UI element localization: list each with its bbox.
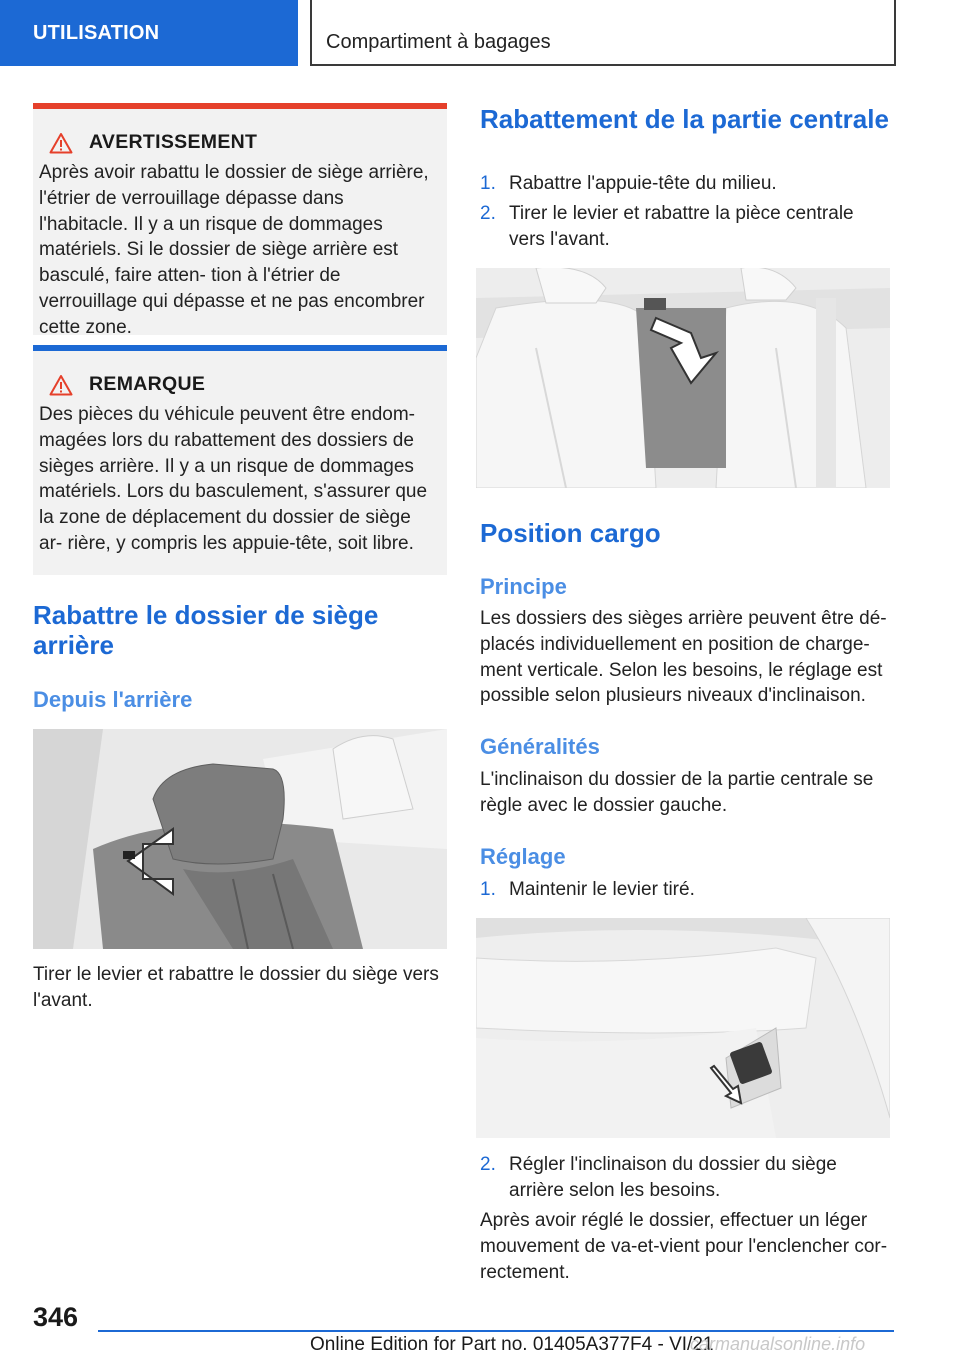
step-text: Rabattre l'appuie-tête du milieu. — [509, 173, 777, 194]
warning-box — [33, 103, 447, 338]
section-tab[interactable]: UTILISATION — [0, 0, 298, 66]
subheading-generalites: Généralités — [480, 734, 600, 759]
step-text: Tirer le levier et rabattre la pièce centrale vers l'avant. — [509, 202, 854, 250]
note-text: Des pièces du véhicule peuvent être endom- magées lors du rabattement des dossiers de sièges arrière. Il y a un risque de dommages matériels. Lors du basculement, s'assurer que la zone de déplacement du dossier de siège ar- rière, y compris les appuie-tête, soit libre. — [39, 404, 428, 554]
heading-fold-backrest: Rabattre le dossier de siège arrière — [33, 600, 379, 660]
caution-triangle-icon — [49, 374, 73, 396]
step-number: 2. — [480, 1154, 496, 1175]
warning-title-row — [39, 131, 437, 154]
figure-center-section — [476, 268, 890, 488]
subheading-from-rear: Depuis l'arrière — [33, 687, 193, 712]
footer-edition: Online Edition for Part no. 01405A377F4 - VI/21 — [310, 1334, 714, 1355]
left-caption: Tirer le levier et rabattre le dossier du siège vers l'avant. — [33, 964, 439, 1011]
warning-title: AVERTISSEMENT — [89, 131, 258, 153]
text-final: Après avoir réglé le dossier, effectuer un léger mouvement de va-et-vient pour l'enclencher cor- rectement. — [480, 1210, 888, 1283]
page-number: 346 — [33, 1302, 79, 1332]
list-item — [480, 201, 894, 253]
list-item — [480, 877, 894, 903]
note-box — [33, 345, 447, 575]
step-text: Maintenir le levier tiré. — [509, 879, 695, 900]
note-title-row — [39, 373, 437, 396]
warning-triangle-icon — [49, 132, 73, 154]
lever-illustration — [476, 918, 890, 1138]
steps-reglage-list-1 — [480, 877, 894, 907]
step-number: 1. — [480, 879, 496, 900]
page-header — [0, 0, 960, 66]
text-generalites: L'inclinaison du dossier de la partie centrale se règle avec le dossier gauche. — [480, 769, 874, 816]
subheading-reglage: Réglage — [480, 844, 566, 869]
list-item — [480, 171, 894, 197]
figure-lever-detail — [476, 918, 890, 1138]
text-principe: Les dossiers des sièges arrière peuvent être dé- placés individuellement en position de charge- ment verticale. Selon les besoins, le réglage est possible selon plusieurs niveaux d'inclinaison. — [480, 608, 887, 707]
watermark: carmanualsonline.info — [690, 1334, 866, 1354]
warning-text: Après avoir rabattu le dossier de siège arrière, l'étrier de verrouillage dépasse dans l'habitacle. Il y a un risque de dommages matériels. Si le dossier de siège arrière est basculé, faire atten- tion à l'étrier de verrouillage qui dépasse et ne pas encombrer cette zone. — [39, 162, 429, 338]
heading-cargo: Position cargo — [480, 518, 661, 548]
heading-center-fold: Rabattement de la partie centrale — [480, 104, 889, 134]
figure-rear-seat-lever — [33, 729, 447, 949]
step-number: 1. — [480, 173, 496, 194]
center-seat-illustration — [476, 268, 890, 488]
subheading-principe: Principe — [480, 574, 567, 599]
steps-reglage-list-2 — [480, 1152, 894, 1208]
steps-center-list — [480, 171, 894, 256]
note-title: REMARQUE — [89, 373, 206, 395]
footer-divider — [98, 1330, 894, 1332]
step-number: 2. — [480, 202, 496, 224]
list-item — [480, 1152, 894, 1204]
step-text: Régler l'inclinaison du dossier du siège arrière selon les besoins. — [509, 1154, 837, 1201]
subsection-title: Compartiment à bagages — [310, 0, 896, 66]
rear-seat-illustration — [33, 729, 447, 949]
